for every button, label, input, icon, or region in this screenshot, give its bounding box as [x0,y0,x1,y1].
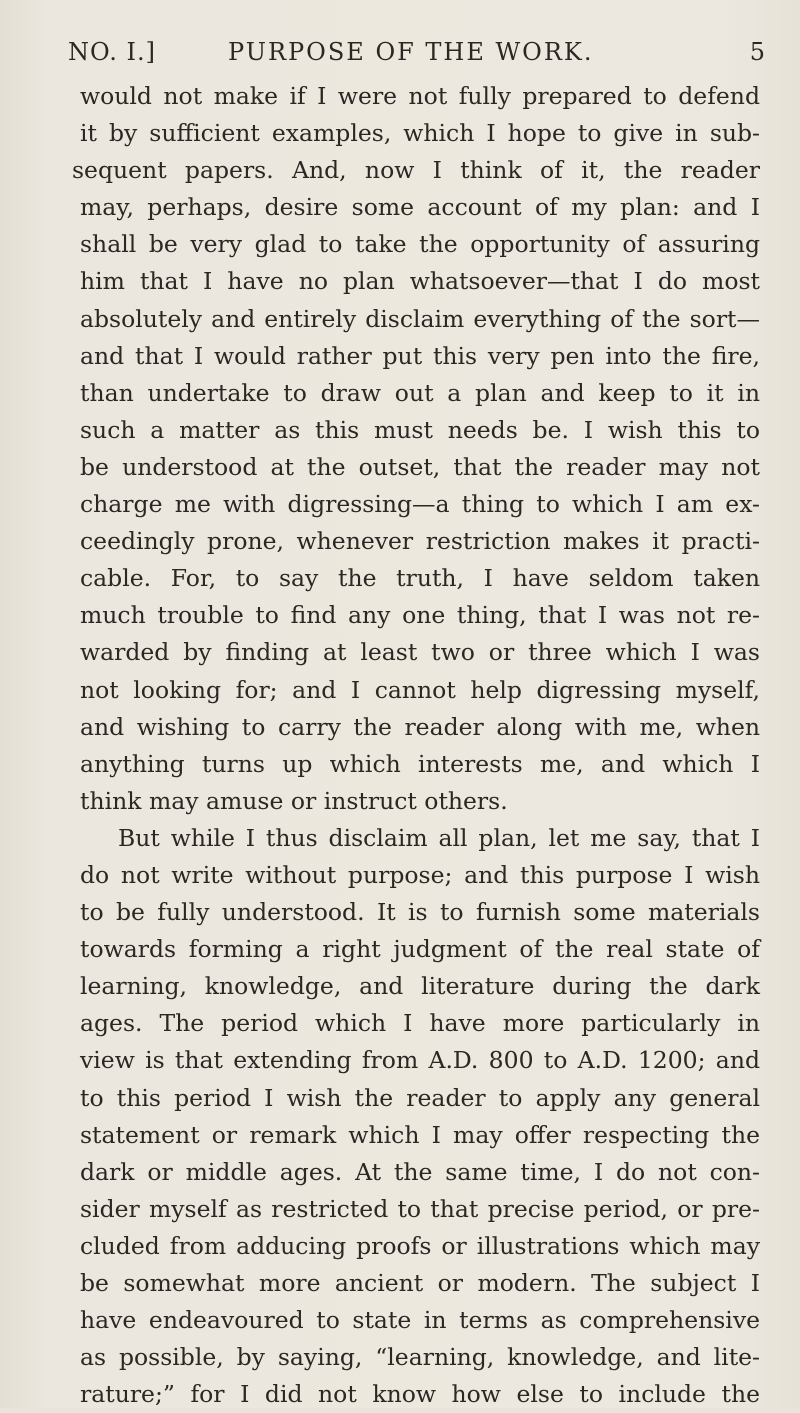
text-line: it by sufficient examples, which I hope to give in sub- [80,119,760,148]
text-line: much trouble to find any one thing, that I was not re- [80,601,760,630]
text-line: and wishing to carry the reader along with me, when [80,712,760,741]
running-title: PURPOSE OF THE WORK. [228,38,594,66]
text-line: as possible, by saying, “learning, knowledge, and lite- [80,1343,760,1372]
text-line: view is that extending from A.D. 800 to A.D. 1200; and [80,1046,760,1075]
text-line: towards forming a right judgment of the real state of [80,935,760,964]
text-line: ages. The period which I have more particularly in [80,1009,760,1038]
text-line: shall be very glad to take the opportunity of assuring [80,230,760,259]
text-line: and that I would rather put this very pen into the fire, [80,341,760,370]
section-number: NO. I.] [68,38,156,66]
running-head [68,38,768,74]
text-line: be understood at the outset, that the reader may not [80,452,760,481]
text-line: to this period I wish the reader to apply any general [80,1083,760,1112]
text-line: cable. For, to say the truth, I have seldom taken [80,564,760,593]
text-line: ceedingly prone, whenever restriction makes it practi- [80,527,760,556]
text-line: learning, knowledge, and literature during the dark [80,972,760,1001]
text-line: be somewhat more ancient or modern. The subject I [80,1269,760,1297]
text-line: absolutely and entirely disclaim everything of the sort— [80,304,760,333]
text-line: do not write without purpose; and this purpose I wish [80,860,760,889]
text-line: to be fully understood. It is to furnish some materials [80,898,760,927]
text-line: dark or middle ages. At the same time, I do not con- [80,1157,760,1186]
page-number: 5 [749,38,766,66]
text-line: warded by finding at least two or three which I was [80,638,760,667]
text-line: him that I have no plan whatsoever—that I do most [80,267,760,296]
text-line: But while I thus disclaim all plan, let me say, that I [118,823,760,852]
text-line: cluded from adducing proofs or illustrations which may [80,1231,760,1260]
text-line: rature;” for I did not know how else to include the [80,1380,760,1409]
body-text [72,78,760,1413]
text-line: such a matter as this must needs be. I wish this to [80,415,760,444]
text-line: charge me with digressing—a thing to which I am ex- [80,490,760,519]
text-line: have endeavoured to state in terms as comprehensive [80,1306,760,1335]
text-line: not looking for; and I cannot help digressing myself, [80,675,760,704]
text-line: would not make if I were not fully prepared to defend [80,82,760,110]
text-line: anything turns up which interests me, and which I [80,749,760,778]
text-line: than undertake to draw out a plan and keep to it in [80,378,760,407]
text-line: sider myself as restricted to that precise period, or pre- [80,1194,760,1223]
text-line: may, perhaps, desire some account of my plan: and I [80,193,760,222]
text-line: sequent papers. And, now I think of it, the reader [72,156,760,185]
text-line: statement or remark which I may offer respecting the [80,1120,760,1149]
text-line: think may amuse or instruct others. [80,786,508,815]
